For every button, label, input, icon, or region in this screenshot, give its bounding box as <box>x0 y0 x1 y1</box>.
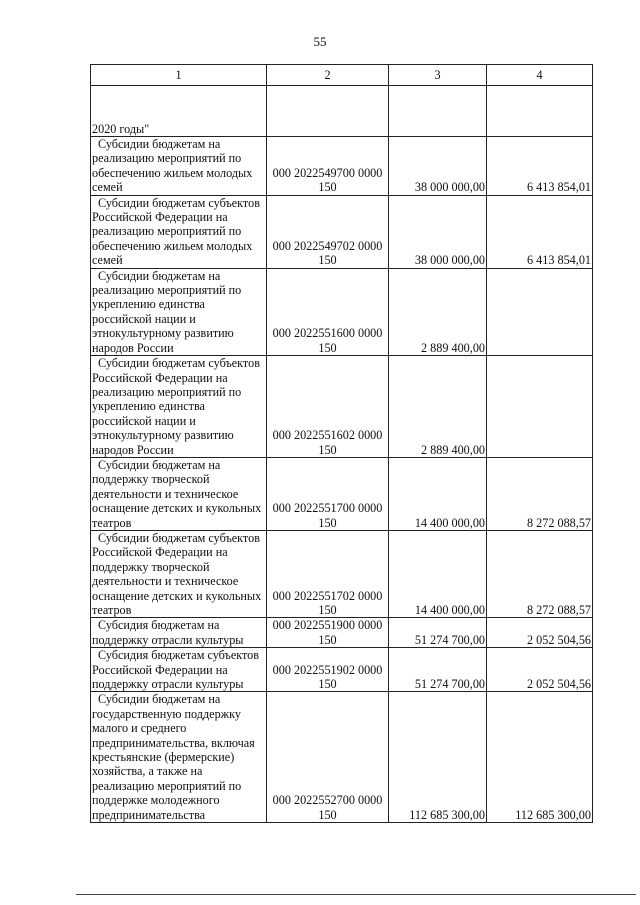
row-col4: 2 052 504,56 <box>487 618 593 648</box>
row-code: 000 2022551602 0000 150 <box>267 356 389 458</box>
table-row <box>91 457 593 530</box>
row-col4: 6 413 854,01 <box>487 137 593 196</box>
table-row <box>91 618 593 648</box>
row-col4: 6 413 854,01 <box>487 195 593 268</box>
row-name: Субсидии бюджетам на реализацию мероприятий по укреплению единства российской нации и этнокультурному развитию народов России <box>92 268 242 355</box>
row-code: 000 2022549700 0000 150 <box>267 137 389 196</box>
row-name: Субсидия бюджетам на поддержку отрасли культуры <box>92 618 244 647</box>
header-cell-3: 3 <box>389 65 487 86</box>
header-cell-2: 2 <box>267 65 389 86</box>
budget-table <box>90 64 593 823</box>
header-row <box>91 65 593 86</box>
row-name: Субсидии бюджетам на реализацию мероприятий по обеспечению жильем молодых семей <box>92 137 253 195</box>
row-col3: 112 685 300,00 <box>389 692 487 823</box>
table-row <box>91 692 593 823</box>
row-code: 000 2022552700 0000 150 <box>267 692 389 823</box>
row-col4: 2 052 504,56 <box>487 648 593 692</box>
row-name: Субсидии бюджетам субъектов Российской Федерации на реализацию мероприятий по укреплению единства российской нации и этнокультурному развитию народов России <box>92 356 260 457</box>
row-col3: 2 889 400,00 <box>389 356 487 458</box>
row-name: Субсидии бюджетам на государственную поддержку малого и среднего предпринимательства, включая крестьянские (фермерские) хозяйства, а также на реализацию мероприятий по поддержке молодежного предпринимательства <box>92 692 255 822</box>
table-row <box>91 268 593 355</box>
row-name: Субсидии бюджетам субъектов Российской Федерации на реализацию мероприятий по обеспечению жильем молодых семей <box>92 195 260 268</box>
row-col3: 14 400 000,00 <box>389 530 487 617</box>
continuation-row <box>91 86 593 137</box>
row-col4 <box>487 356 593 458</box>
row-col4: 8 272 088,57 <box>487 530 593 617</box>
row-col4: 8 272 088,57 <box>487 457 593 530</box>
table-row <box>91 195 593 268</box>
row-code: 000 2022551702 0000 150 <box>267 530 389 617</box>
page-divider <box>76 894 636 895</box>
row-code: 000 2022551600 0000 150 <box>267 268 389 355</box>
row-name: Субсидии бюджетам субъектов Российской Федерации на поддержку творческой деятельности и техническое оснащение детских и кукольных театров <box>92 530 262 617</box>
row-col3: 51 274 700,00 <box>389 648 487 692</box>
row-col3: 2 889 400,00 <box>389 268 487 355</box>
table-row <box>91 530 593 617</box>
header-cell-1: 1 <box>91 65 267 86</box>
row-code: 000 2022549702 0000 150 <box>267 195 389 268</box>
table-row <box>91 137 593 196</box>
table-row <box>91 356 593 458</box>
row-code: 000 2022551700 0000 150 <box>267 457 389 530</box>
page-number: 55 <box>313 34 327 49</box>
row-code: 000 2022551902 0000 150 <box>267 648 389 692</box>
row-name: Субсидия бюджетам субъектов Российской Федерации на поддержку отрасли культуры <box>92 648 260 692</box>
continuation-text: 2020 годы" <box>91 86 267 137</box>
row-col4: 112 685 300,00 <box>487 692 593 823</box>
row-code: 000 2022551900 0000 150 <box>267 618 389 648</box>
table-row <box>91 648 593 692</box>
row-col3: 38 000 000,00 <box>389 195 487 268</box>
row-col3: 51 274 700,00 <box>389 618 487 648</box>
row-col3: 38 000 000,00 <box>389 137 487 196</box>
row-col4 <box>487 268 593 355</box>
row-name: Субсидии бюджетам на поддержку творческой деятельности и техническое оснащение детских и кукольных театров <box>92 457 262 530</box>
row-col3: 14 400 000,00 <box>389 457 487 530</box>
header-cell-4: 4 <box>487 65 593 86</box>
